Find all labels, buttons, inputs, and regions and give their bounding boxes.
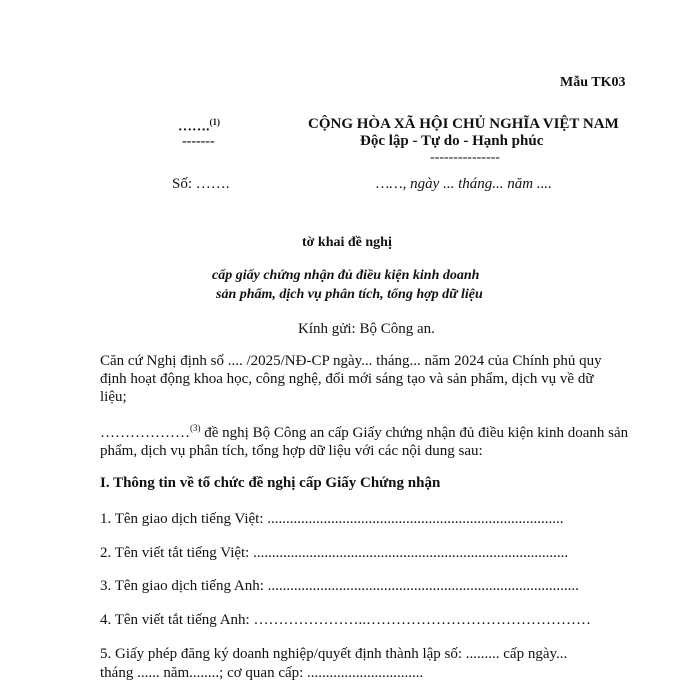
legal-basis-line-1: Căn cứ Nghị định số .... /2025/NĐ-CP ngày... tháng... năm 2024 của Chính phủ quy xyxy=(100,353,602,369)
request-text: đề nghị Bộ Công an cấp Giấy chứng nhận đủ điều kiện kinh doanh sản xyxy=(200,425,629,441)
issuing-organization-rule: ------- xyxy=(182,134,215,149)
recipient-line: Kính gửi: Bộ Công an. xyxy=(298,321,435,337)
field-english-abbreviation: 4. Tên viết tắt tiếng Anh: …………………..……………………………………… xyxy=(100,612,591,628)
form-code: Mẫu TK03 xyxy=(560,75,626,90)
national-motto: Độc lập - Tự do - Hạnh phúc xyxy=(360,133,544,149)
requesting-entity-placeholder: ……………… xyxy=(100,425,190,441)
field-business-license-line-1: 5. Giấy phép đăng ký doanh nghiệp/quyết định thành lập số: ......... cấp ngày... xyxy=(100,646,568,662)
field-vietnamese-abbreviation: 2. Tên viết tắt tiếng Việt: .................................................................................... xyxy=(100,545,569,561)
place-and-date: ……, ngày ... tháng... năm .... xyxy=(376,176,552,192)
form-subtitle-line-1: cấp giấy chứng nhận đủ điều kiện kinh doanh xyxy=(212,268,480,283)
country-name: CỘNG HÒA XÃ HỘI CHỦ NGHĨA VIỆT NAM xyxy=(308,116,619,132)
legal-basis-line-2: định hoạt động khoa học, công nghệ, đổi mới sáng tạo và sản phẩm, dịch vụ về dữ xyxy=(100,371,594,387)
field-vietnamese-trade-name: 1. Tên giao dịch tiếng Việt: ............................................................................... xyxy=(100,511,564,527)
form-title: tờ khai đề nghị xyxy=(302,235,392,250)
issuing-organization-placeholder: ……. xyxy=(178,119,210,135)
field-english-trade-name: 3. Tên giao dịch tiếng Anh: ................................................................................... xyxy=(100,578,579,594)
form-subtitle-line-2: sản phẩm, dịch vụ phân tích, tổng hợp dữ liệu xyxy=(216,287,483,302)
issuing-organization xyxy=(178,117,220,136)
document-number: Số: ……. xyxy=(172,176,230,192)
footnote-3-marker: (3) xyxy=(190,423,201,433)
section-1-title: I. Thông tin về tổ chức đề nghị cấp Giấy Chứng nhận xyxy=(100,475,441,491)
legal-basis-line-3: liệu; xyxy=(100,389,127,405)
national-motto-rule: --------------- xyxy=(430,150,500,165)
field-business-license-line-2: tháng ...... năm........; cơ quan cấp: ............................... xyxy=(100,665,424,681)
request-line-1 xyxy=(100,423,628,442)
footnote-1-marker: (1) xyxy=(209,117,220,127)
request-line-2: phẩm, dịch vụ phân tích, tổng hợp dữ liệu với các nội dung sau: xyxy=(100,443,483,459)
